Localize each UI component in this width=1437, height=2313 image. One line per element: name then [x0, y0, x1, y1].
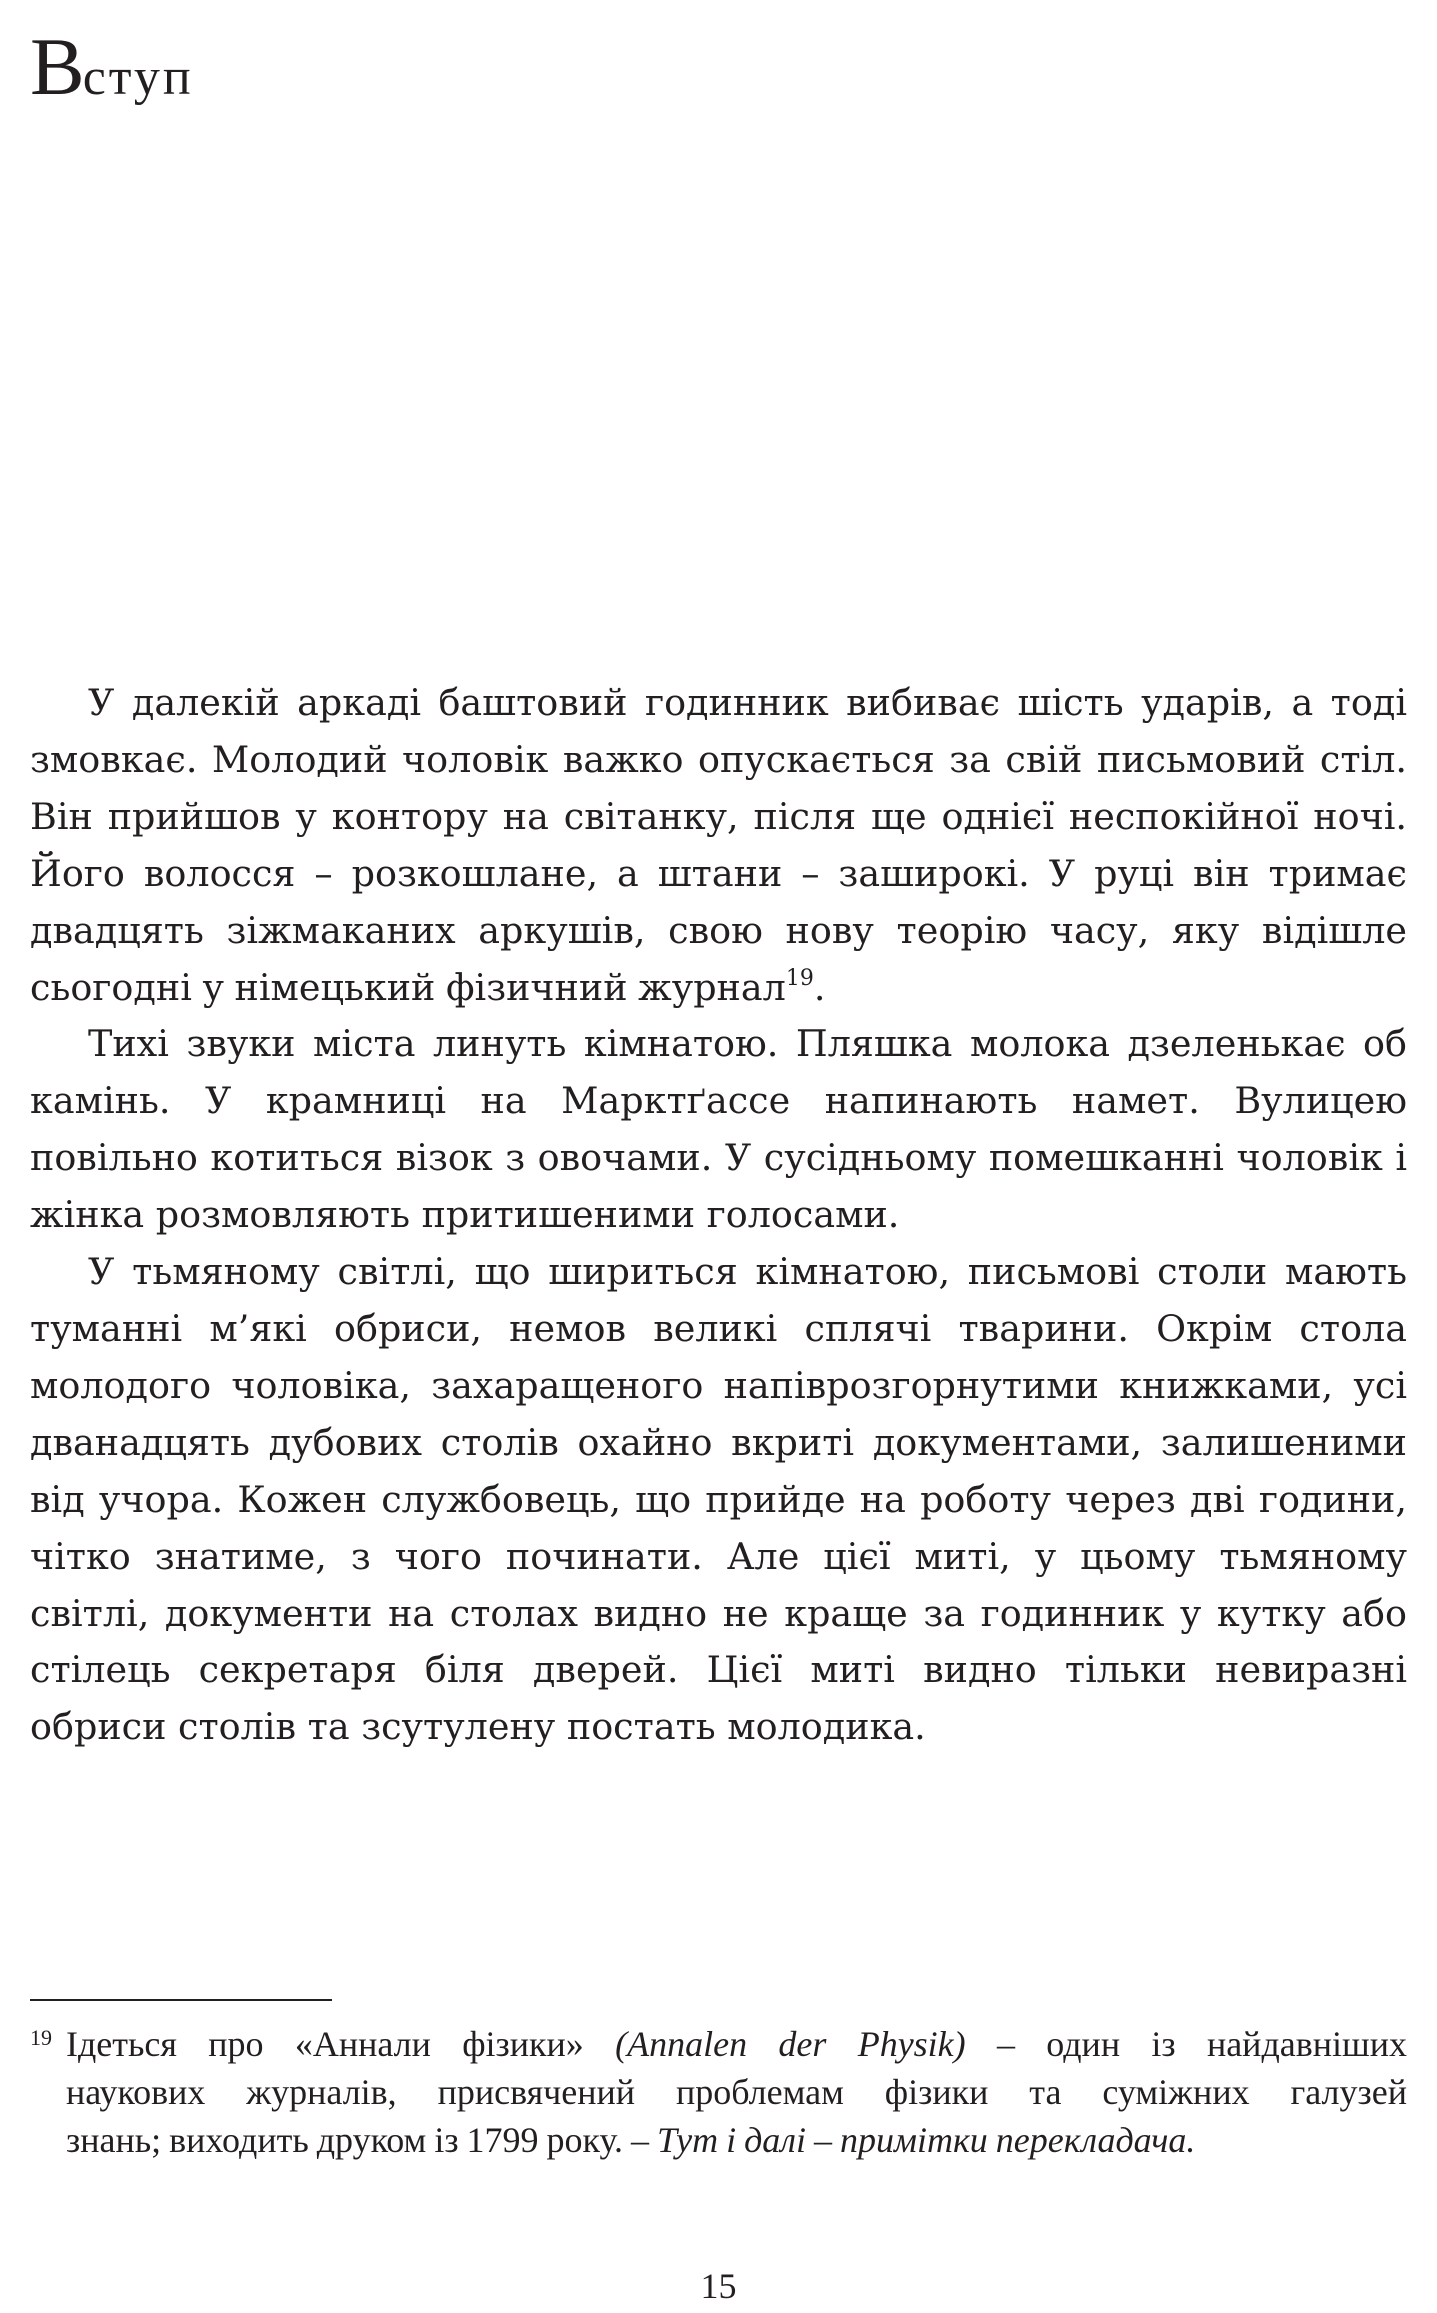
paragraph-text-end: .: [813, 965, 826, 1009]
footnote-text: [66, 2020, 1407, 2164]
footnote: [30, 2020, 1407, 2164]
chapter-heading-initial: В: [30, 21, 83, 112]
footnote-text-part: знань; виходить друком із 1799 року. –: [66, 2120, 657, 2160]
page-number: 15: [700, 2266, 737, 2306]
footnote-marker: 19: [30, 2025, 52, 2050]
footnote-line: [66, 2116, 1407, 2164]
footnote-italic-note: Тут і далі – примітки перекладача.: [656, 2120, 1196, 2160]
footnote-divider: [30, 1999, 332, 2001]
body-text: [30, 675, 1407, 1756]
paragraph-text: У далекій аркаді баштовий годинник вибиває шість ударів, а тоді змовкає. Молодий чоловік важко опускається за свій письмовий стіл. Він прийшов у контору на світанку, після ще однієї неспокійної ночі. Його волосся – розкошлане, а штани – заширокі. У руці він тримає двадцять зіжмаканих аркушів, свою нову теорію часу, яку відішле сьогодні у німецький фізичний журнал: [30, 681, 1407, 1009]
footnote-italic-title: (Annalen der Physik): [615, 2024, 966, 2064]
footnote-text-part: – один із найдавніших: [965, 2024, 1407, 2064]
footnote-line: наукових журналів, присвячений проблемам фізики та суміжних галузей: [66, 2072, 1407, 2112]
chapter-heading: [30, 21, 194, 112]
footnote-reference[interactable]: 19: [785, 965, 814, 991]
paragraph: У тьмяному світлі, що шириться кімнатою, письмові столи мають туманні м’які обриси, немов великі сплячі тварини. Окрім стола молодого чоловіка, захаращеного напіврозгорнутими книжками, усі дванадцять дубових столів охайно вкриті документами, залишеними від учора. Кожен службовець, що прийде на роботу через дві години, чітко знатиме, з чого починати. Але цієї миті, у цьому тьмяному світлі, документи на столах видно не краще за годинник у кутку або стілець секретаря біля дверей. Цієї миті видно тільки невиразні обриси столів та зсутулену постать молодика.: [30, 1250, 1407, 1749]
paragraph: [30, 675, 1407, 1016]
paragraph: Тихі звуки міста линуть кімнатою. Пляшка молока дзеленькає об камінь. У крамниці на Марктґассе напинають намет. Вулицею повільно котиться візок з овочами. У сусідньому помешканні чоловік і жінка розмовляють притишеними голосами.: [30, 1022, 1407, 1237]
chapter-heading-rest: ступ: [82, 49, 194, 106]
footnote-text-part: Ідеться про «Аннали фізики»: [66, 2024, 616, 2064]
footnote-line: [66, 2020, 1407, 2068]
